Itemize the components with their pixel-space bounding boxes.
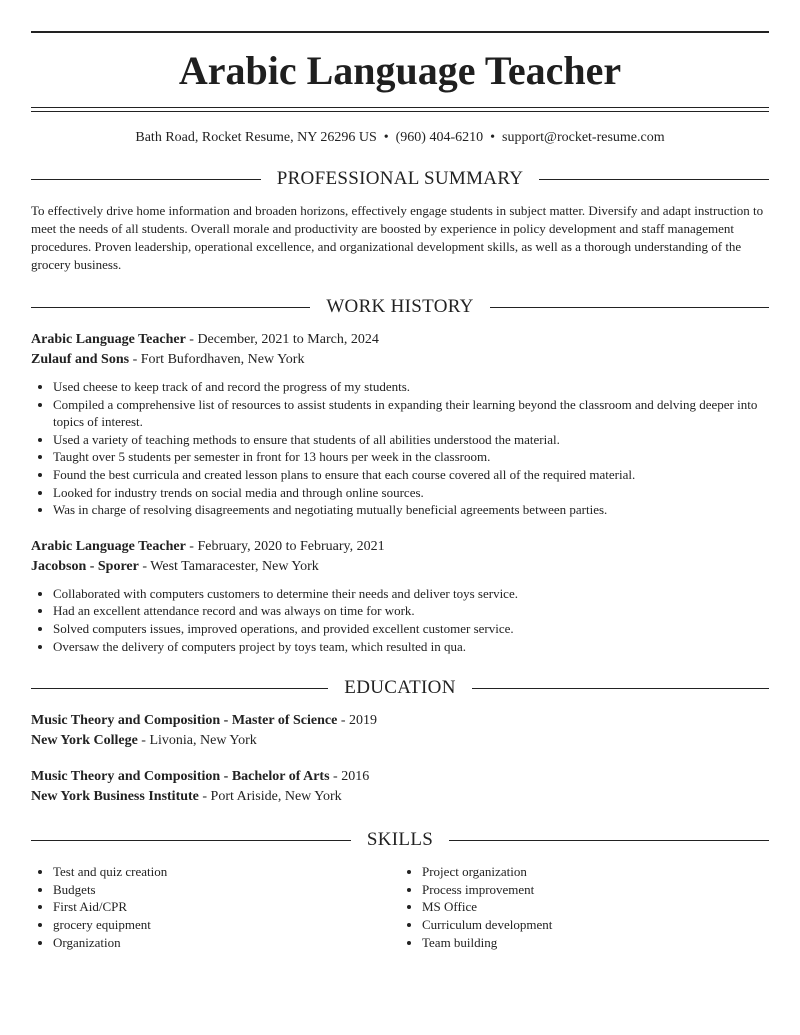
school: New York College xyxy=(31,733,138,749)
skill-item: • Process improvement xyxy=(422,881,769,899)
degree-year: - 2016 xyxy=(329,769,370,785)
contact-separator: • xyxy=(490,130,496,145)
section-heading-skills xyxy=(31,829,769,851)
heading-rule xyxy=(539,179,769,180)
skill-item: • grocery equipment xyxy=(53,916,400,934)
skill-item: • MS Office xyxy=(422,898,769,916)
job-entry xyxy=(31,537,769,655)
list-item: • Oversaw the delivery of computers project by toys team, which resulted in qua. xyxy=(53,638,769,656)
job-dates: - February, 2020 to February, 2021 xyxy=(185,538,385,554)
contact-address: Bath Road, Rocket Resume, NY 26296 US xyxy=(135,130,377,145)
section-title: EDUCATION xyxy=(344,677,456,699)
contact-phone: (960) 404-6210 xyxy=(395,130,484,145)
heading-rule xyxy=(31,307,310,308)
list-item: • Taught over 5 students per semester in front for 13 hours per week in the classroom. xyxy=(53,448,769,466)
skill-item: • Curriculum development xyxy=(422,916,769,934)
section-title: PROFESSIONAL SUMMARY xyxy=(276,168,524,189)
section-heading-work-history xyxy=(31,296,769,318)
heading-rule xyxy=(472,688,769,689)
job-entry xyxy=(31,330,769,519)
job-bullets xyxy=(31,378,769,519)
job-location: - West Tamaracester, New York xyxy=(138,558,319,574)
job-company: Jacobson - Sporer xyxy=(31,558,139,574)
skill-item: • Test and quiz creation xyxy=(53,863,400,881)
section-heading-summary xyxy=(31,168,769,190)
job-company: Zulauf and Sons xyxy=(31,352,130,367)
heading-rule xyxy=(31,179,261,180)
list-item: • Found the best curricula and created lesson plans to ensure that each course covered all of the required material. xyxy=(53,466,769,484)
job-bullets xyxy=(31,585,769,655)
job-title-line xyxy=(31,537,769,557)
heading-rule xyxy=(449,840,769,841)
education-entry xyxy=(31,767,769,807)
skill-item: • Budgets xyxy=(53,881,400,899)
list-item: • Compiled a comprehensive list of resources to assist students in expanding their learning beyond the classroom and delving deeper into topics of interest. xyxy=(53,396,769,431)
contact-email[interactable]: support@rocket-resume.com xyxy=(502,130,665,145)
list-item: • Was in charge of resolving disagreements and negotiating mutually beneficial agreements between parties. xyxy=(53,501,769,519)
job-company-line xyxy=(31,557,769,577)
heading-rule xyxy=(490,307,769,308)
list-item: • Solved computers issues, improved operations, and provided excellent customer service. xyxy=(53,620,769,638)
contact-separator: • xyxy=(383,130,389,145)
job-title: Arabic Language Teacher xyxy=(31,332,186,347)
degree-line xyxy=(31,711,769,731)
school-line xyxy=(31,787,769,807)
degree: Music Theory and Composition - Master of Science xyxy=(31,713,338,729)
section-heading-education xyxy=(31,677,769,699)
skills-list-left xyxy=(31,863,400,951)
education-entry xyxy=(31,711,769,751)
school-line xyxy=(31,731,769,751)
skill-item: • Project organization xyxy=(422,863,769,881)
section-title: SKILLS xyxy=(366,829,434,851)
list-item: • Looked for industry trends on social media and through online sources. xyxy=(53,484,769,502)
job-company-line xyxy=(31,350,769,370)
school-location: - Port Ariside, New York xyxy=(198,789,342,805)
top-rule xyxy=(31,31,769,33)
skills-columns xyxy=(31,863,769,951)
heading-rule xyxy=(31,840,351,841)
skill-item: • Team building xyxy=(422,934,769,952)
list-item: • Had an excellent attendance record and was always on time for work. xyxy=(53,602,769,620)
job-title: Arabic Language Teacher xyxy=(31,538,186,554)
contact-line xyxy=(31,130,769,146)
degree-year: - 2019 xyxy=(337,713,377,729)
job-dates: - December, 2021 to March, 2024 xyxy=(185,332,379,347)
list-item: • Used cheese to keep track of and record the progress of my students. xyxy=(53,378,769,396)
list-item: • Used a variety of teaching methods to ensure that students of all abilities understood the material. xyxy=(53,431,769,449)
summary-text: To effectively drive home information and broaden horizons, effectively engage students in subject matter. Diversify and adapt instruction to meet the needs of all students. Overall morale and productivity are boosted by experience in policy development and staff management procedures. Proven leadership, operational excellence, and organizational development skills, as well as a thorough understanding of the grocery business. xyxy=(31,203,764,272)
skills-list-right xyxy=(400,863,769,951)
page-title: Arabic Language Teacher xyxy=(178,48,622,93)
school: New York Business Institute xyxy=(31,789,199,805)
heading-rule xyxy=(31,688,328,689)
job-location: - Fort Bufordhaven, New York xyxy=(129,352,305,367)
list-item: • Collaborated with computers customers to determine their needs and deliver toys service. xyxy=(53,585,769,603)
resume-page xyxy=(31,0,769,951)
title-double-rule xyxy=(31,107,769,112)
job-title-line xyxy=(31,330,769,350)
school-location: - Livonia, New York xyxy=(137,733,257,749)
skill-item: • Organization xyxy=(53,934,400,952)
degree-line xyxy=(31,767,769,787)
degree: Music Theory and Composition - Bachelor of Arts xyxy=(31,769,330,785)
section-title: WORK HISTORY xyxy=(326,296,474,317)
skill-item: • First Aid/CPR xyxy=(53,898,400,916)
